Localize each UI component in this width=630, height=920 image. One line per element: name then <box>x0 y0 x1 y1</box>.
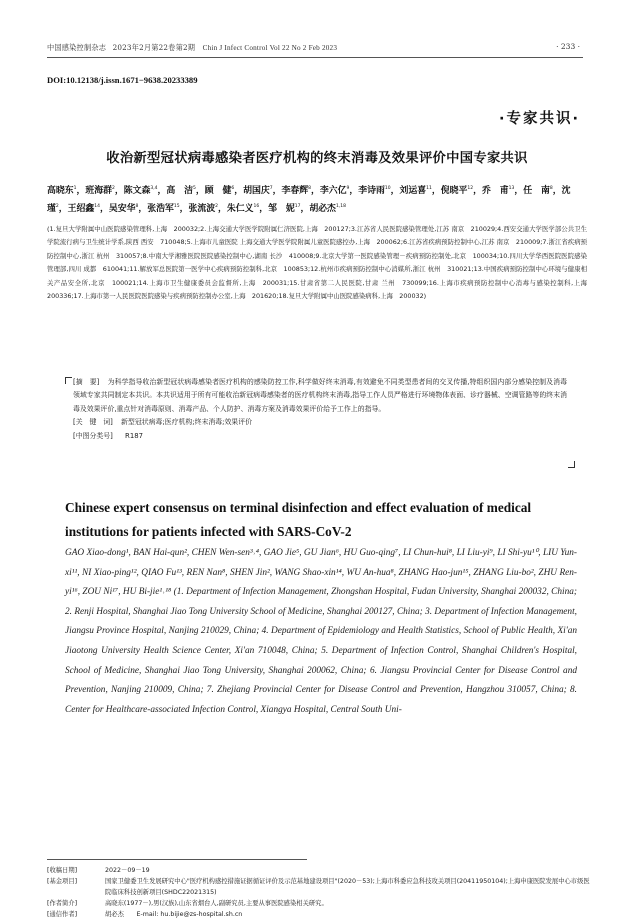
author-cn-name: 刘运喜 <box>399 185 427 196</box>
author-cn <box>400 186 432 196</box>
author-cn <box>109 204 139 214</box>
author-cn-name: 班海群 <box>85 185 112 196</box>
abstract-block <box>65 376 575 443</box>
author-cn <box>309 204 346 214</box>
author-cn-affil-ref: 12 <box>467 186 474 191</box>
author-cn-name: 沈 瑾 <box>47 185 580 214</box>
footnote-row <box>47 898 592 909</box>
author-cn-affil-ref: 2 <box>112 186 115 191</box>
author-cn <box>147 204 179 214</box>
footnote-text: 高晓东(1977－),男(汉族),山东省烟台人,副研究员,主要从事医院感染相关研究。 <box>105 900 328 907</box>
author-cn-name: 胡国庆 <box>243 185 270 196</box>
author-cn <box>85 186 115 196</box>
author-cn-affil-ref: 17 <box>294 203 301 209</box>
author-cn-affil-ref: 9 <box>346 186 350 191</box>
section-tag: ·专家共识· <box>498 111 580 127</box>
clc-code: R187 <box>125 431 143 440</box>
author-cn-name: 顾 健 <box>204 185 232 196</box>
author-cn-name: 倪晓平 <box>440 185 468 196</box>
clc-label: [中图分类号] <box>73 431 113 440</box>
author-cn <box>124 186 158 196</box>
footnote-label: [收稿日期] <box>47 867 78 874</box>
footnote-row <box>47 909 592 920</box>
author-cn-affil-ref: 13 <box>508 186 515 191</box>
author-cn-affil-ref: 5 <box>193 186 196 191</box>
author-cn-name: 任 南 <box>523 185 550 196</box>
issue-info: 2023年2月第22卷第2期 <box>112 43 196 52</box>
author-cn-name: 李六亿 <box>319 185 347 196</box>
author-cn <box>205 186 235 196</box>
author-cn-affil-ref: 8 <box>135 203 139 209</box>
abstract-corner-bottom-right <box>568 461 575 468</box>
footnote-label: [通信作者] <box>47 911 78 918</box>
abstract-paragraph <box>65 376 575 416</box>
author-cn-name: 王绍鑫 <box>67 203 95 214</box>
author-cn-affil-ref: 1,18 <box>335 203 346 209</box>
author-cn-name: 陈文森 <box>123 185 151 196</box>
footnote-divider <box>47 859 307 860</box>
author-cn-affil-ref: 3,4 <box>150 186 158 191</box>
author-cn <box>47 186 77 196</box>
author-cn-name: 吴安华 <box>108 203 136 214</box>
author-cn-affil-ref: 7 <box>269 186 273 191</box>
abstract-text: 为科学指导收治新型冠状病毒感染者医疗机构的感染防控工作,科学做好终末消毒,有效避免不同类型患者间的交叉传播,特组织国内部分感染控制及消毒领域专家共同制定本共识。本共识适用于所有可能收治新冠病毒感染者的医疗机构终末消毒,指导工作人员严格进行环境物体表面、诊疗器械、空调管路等的终末消毒及效果评价,重点针对消毒原则、消毒产品、个人防护、消毒方案及消毒效果评价给予工作上的指导。 <box>73 378 567 413</box>
author-cn-name: 乔 甫 <box>482 185 509 196</box>
author-cn-affil-ref: 8 <box>308 186 312 191</box>
keywords-label: [关 键 词] <box>73 418 113 427</box>
author-cn <box>282 186 312 196</box>
affiliations-cn: (1.复旦大学附属中山医院感染管理科,上海 200032;2.上海交通大学医学院附属仁济医院,上海 200127;3.江苏省人民医院感染管理处,江苏 南京 210029;4.西安交通大学医学部公共卫生学院流行病与卫生统计学系,陕西 西安 710048;5.上海市儿童医院 上海交通大学医学院附属儿童医院感控办,上海 200062;6.江苏省疾病预防控制中心,江苏 南京 210009;7.浙江省疾病预防控制中心,浙江 杭州 310057;8.中南大学湘雅医院医院感染控制中心,湖南 长沙 410008;9.北京大学第一医院感染管理－疾病预防控制处,北京 100034;10.四川大学华西医院医院感染管理部,四川 成都 610041;11.解放军总医院第一医学中心疾病预防控制科,北京 100853;12.杭州市疾病预防控制中心消媒所,浙江 杭州 310021;13.中国疾病预防控制中心环境与健康相关产品安全所,北京 100021;14.上海市卫生健康委员会监督所,上海 200031;15.甘肃省第二人民医院,甘肃 兰州 730099;16.上海市疾病预防控制中心消毒与感染控制科,上海 200336;17.上海市第一人民医院医院感染与疾病预防控制办公室,上海 201620;18.复旦大学附属中山医院感染病科,上海 200032) <box>47 225 594 301</box>
keywords-row <box>65 416 575 429</box>
author-cn-name: 邹 妮 <box>268 203 295 214</box>
author-cn-name: 李诗雨 <box>358 185 385 196</box>
author-cn <box>441 186 473 196</box>
article-title-cn: 收治新型冠状病毒感染者医疗机构的终末消毒及效果评价中国专家共识 <box>106 151 528 166</box>
author-cn-name: 李春辉 <box>281 185 309 196</box>
journal-name-cn: 中国感染控制杂志 <box>47 43 107 52</box>
footnote-label: [基金项目] <box>47 878 78 885</box>
running-header <box>47 43 337 53</box>
article-title-en: Chinese expert consensus on terminal disinfection and effect evaluation of medical institutions for patients infected with SARS-CoV-2 <box>65 500 532 539</box>
keywords-text: 新型冠状病毒;医疗机构;终末消毒;效果评价 <box>121 418 253 427</box>
author-cn-name: 高晓东 <box>47 185 74 196</box>
footnote-text: 胡必杰 E-mail: hu.bijie@zs-hospital.sh.cn <box>105 911 243 918</box>
footnote-text: 2022－09－19 <box>105 867 150 874</box>
clc-row <box>65 430 575 443</box>
author-cn-affil-ref: 8 <box>549 186 553 191</box>
footnote-row <box>47 865 592 876</box>
author-cn-affil-ref: 2 <box>55 203 59 209</box>
page-number: · 233 · <box>556 42 580 51</box>
author-cn-name: 朱仁义 <box>226 203 254 214</box>
header-divider <box>47 57 583 58</box>
author-cn <box>523 186 553 196</box>
author-cn-affil-ref: 16 <box>253 203 260 209</box>
journal-name-en: Chin J Infect Control Vol 22 No 2 Feb 2023 <box>202 44 338 52</box>
author-cn <box>268 204 300 214</box>
abstract-label: [摘 要] <box>73 378 100 386</box>
author-cn-name: 高 洁 <box>166 185 194 196</box>
author-cn-affil-ref: 11 <box>426 186 432 191</box>
author-cn <box>188 204 218 214</box>
author-cn-affil-ref: 15 <box>173 203 180 209</box>
author-cn <box>243 186 273 196</box>
footnote-text: 国家卫健委卫生发展研究中心"医疗机构感控措施证据循证评价及示范基地建设项目"(2020－53);上海市科委应急科技攻关项目(20411950104);上海申康医院发展中心市级医院临床科技创新项目(SHDC22021315) <box>105 878 590 896</box>
footnotes <box>47 865 592 920</box>
author-cn <box>227 204 259 214</box>
author-cn-affil-ref: 6 <box>231 186 235 191</box>
author-cn <box>358 186 390 196</box>
author-cn <box>320 186 350 196</box>
author-cn <box>166 186 196 196</box>
author-cn-name: 张流波 <box>188 203 216 214</box>
author-cn-affil-ref: 2 <box>215 203 218 209</box>
footnote-label: [作者简介] <box>47 900 78 907</box>
author-list-cn: 高晓东$^1$，班海群$^2$，陈文森$^{3,4}$，高 洁$^5$，顾 健$^6$，胡国庆$^7$，李春辉$^8$，李六亿$^9$，李诗雨$^{10}$，刘运喜$^{11}$，倪晓平$^{12}$，乔 甫$^{13}$，任 南$^8$，沈 瑾$^2$，王绍鑫$^{14}$，吴安华$^8$，张浩军$^{15}$，张流波$^2$，朱仁义$^{16}$，邹 妮$^{17}$，胡必杰$^{1,18}$ <box>47 185 580 214</box>
doi: DOI:10.12138/j.issn.1671−9638.20233389 <box>47 75 198 85</box>
author-cn-name: 胡必杰 <box>309 203 336 214</box>
author-cn-affil-ref: 1 <box>73 186 77 191</box>
footnote-row <box>47 876 592 898</box>
author-cn <box>482 186 514 196</box>
author-cn <box>68 204 100 214</box>
author-cn-affil-ref: 10 <box>384 186 391 191</box>
author-cn-affil-ref: 14 <box>94 203 100 209</box>
author-affiliations-en: GAO Xiao-dong¹, BAN Hai-qun², CHEN Wen-sen³˒⁴, GAO Jie⁵, GU Jian⁶, HU Guo-qing⁷, LI Chun-hui⁸, LI Liu-yi⁹, LI Shi-yu¹⁰, LIU Yun-xi¹¹, NI Xiao-ping¹², QIAO Fu¹³, REN Nan⁸, SHEN Jin², WANG Shao-xin¹⁴, WU An-hua⁸, ZHANG Hao-jun¹⁵, ZHANG Liu-bo², ZHU Ren-yi¹⁶, ZOU Ni¹⁷, HU Bi-jie¹˒¹⁸ (1. Department of Infection Management, Zhongshan Hospital, Fudan University, Shanghai 200032, China; 2. Renji Hospital, Shanghai Jiao Tong University School of Medicine, Shanghai 200127, China; 3. Department of Infection Management, Jiangsu Province Hospital, Nanjing 210029, China; 4. Department of Epidemiology and Health Statistics, School of Public Health, Xi'an Jiaotong University Health Science Center, Xi'an 710048, China; 5. Department of Infection Control, Shanghai Children's Hospital, School of Medicine, Shanghai Jiao Tong University, Shanghai 200062, China; 6. Jiangsu Provincial Center for Disease Control and Prevention, Nanjing 210009, China; 7. Zhejiang Provincial Center for Disease Control and Prevention, Hangzhou 310057, China; 8. Center for Healthcare-associated Infection Control, Xiangya Hospital, Central South Uni- <box>65 548 577 715</box>
author-cn-name: 张浩军 <box>147 203 174 214</box>
